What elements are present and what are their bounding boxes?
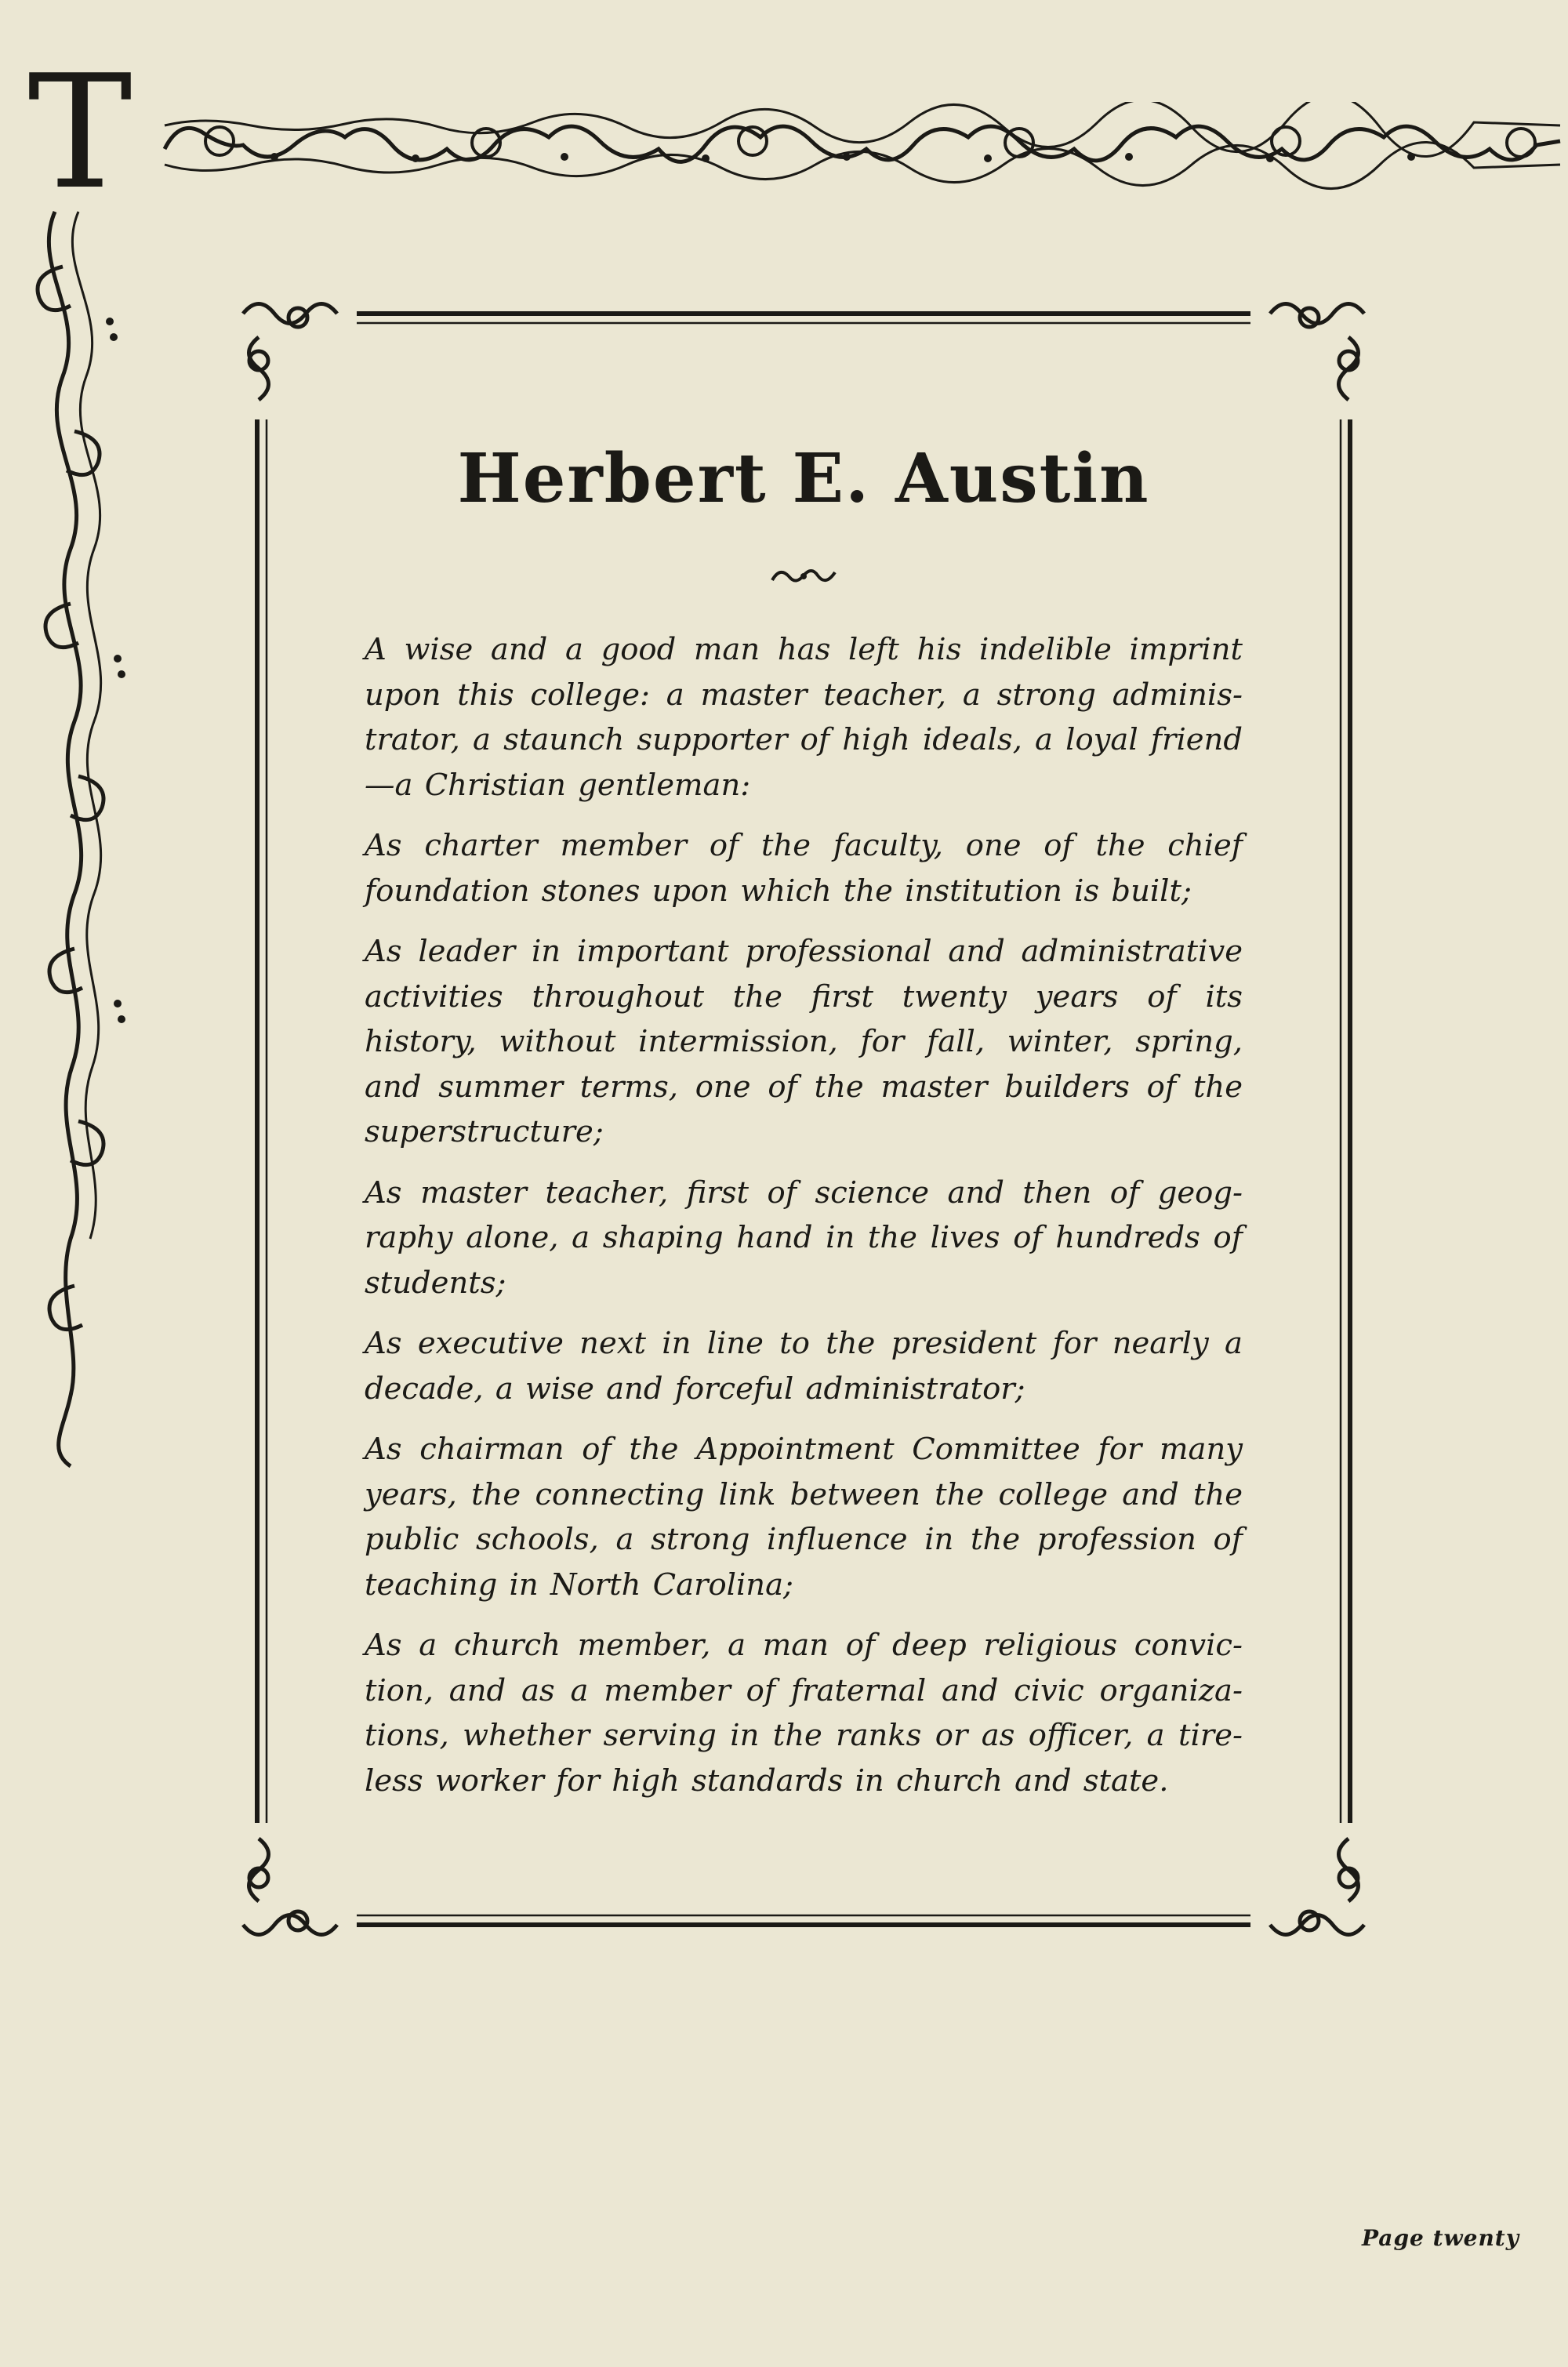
paragraph-2: As charter member of the faculty, one of the chief foundation stones upon which the institution is built;: [365, 828, 1243, 909]
top-ornamental-band: [157, 102, 1564, 192]
paragraph-5: As executive next in line to the president for nearly a decade, a wise and forceful administrator;: [365, 1326, 1243, 1407]
paragraph-6: As chairman of the Appointment Committee for many years, the connecting link between the college and the public schools, a strong influence in the profession of teaching in North Carolina;: [365, 1432, 1243, 1603]
page-title: Herbert E. Austin: [457, 439, 1150, 518]
paragraph-7: As a church member, a man of deep religious conviction, and as a member of fraternal and civic organizations, whether serving in the ranks or as officer, a tireless worker for high standards in church and state.: [365, 1628, 1243, 1799]
title-ornament-icon: [764, 561, 843, 592]
paragraph-4: As master teacher, first of science and then of geography alone, a shaping hand in the lives of hundreds of students;: [365, 1174, 1243, 1301]
tribute-text: [365, 627, 1243, 1819]
paragraph-1: A wise and a good man has left his indelible imprint upon this college: a master teacher, a strong administrator, a staunch supporter of high ideals, a loyal friend —a Christian gentleman:: [365, 632, 1243, 803]
paragraph-3: As leader in important professional and administrative activities throughout the first twenty years of its history, without intermission, for fall, winter, spring, and summer terms, one of the master builders of the superstructure;: [365, 934, 1243, 1149]
initial-letter: T: [27, 42, 132, 224]
page-number: Page twenty: [1362, 2225, 1519, 2251]
left-vine-border: [0, 63, 149, 1498]
